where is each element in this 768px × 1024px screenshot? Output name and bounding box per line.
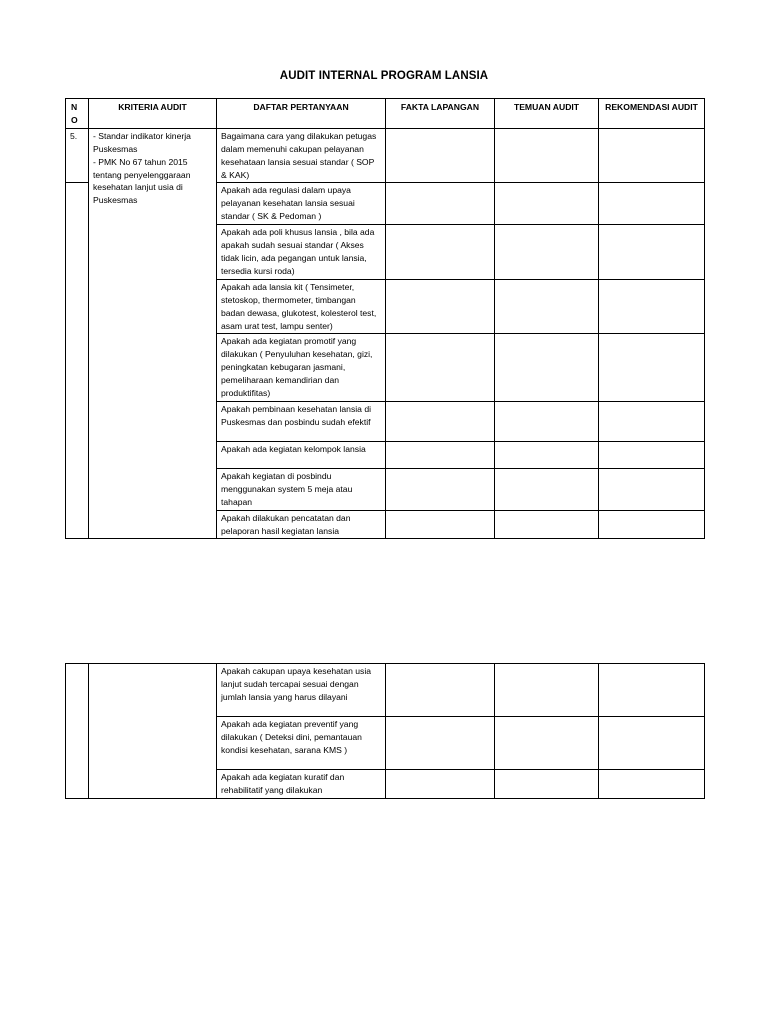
- row-number: 5.: [66, 128, 89, 183]
- question-cell: Apakah ada kegiatan kuratif dan rehabilitatif yang dilakukan: [217, 770, 386, 799]
- temuan-cell: [495, 510, 599, 539]
- question-cell: Apakah ada regulasi dalam upaya pelayanan kesehatan lansia sesuai standar ( SK & Pedoman ): [217, 183, 386, 225]
- temuan-cell: [495, 128, 599, 183]
- question-cell: Apakah ada kegiatan promotif yang dilakukan ( Penyuluhan kesehatan, gizi, peningkatan kebugaran jasmani, pemeliharaan kemandirian dan produktifitas): [217, 334, 386, 402]
- question-cell: Apakah cakupan upaya kesehatan usia lanjut sudah tercapai sesuai dengan jumlah lansia yang harus dilayani: [217, 664, 386, 717]
- temuan-cell: [495, 770, 599, 799]
- temuan-cell: [495, 334, 599, 402]
- question-cell: Apakah pembinaan kesehatan lansia di Puskesmas dan posbindu sudah efektif: [217, 401, 386, 441]
- rekomendasi-cell: [599, 183, 705, 225]
- question-cell: Apakah ada poli khusus lansia , bila ada apakah sudah sesuai standar ( Akses tidak licin, ada pegangan untuk lansia, tersedia kursi roda): [217, 225, 386, 280]
- temuan-cell: [495, 664, 599, 717]
- temuan-cell: [495, 441, 599, 468]
- question-cell: Bagaimana cara yang dilakukan petugas dalam memenuhi cakupan pelayanan kesehataan lansia sesuai standar ( SOP & KAK): [217, 128, 386, 183]
- question-cell: Apakah ada kegiatan preventif yang dilakukan ( Deteksi dini, pemantauan kondisi kesehatan, sarana KMS ): [217, 717, 386, 770]
- fakta-cell: [386, 128, 495, 183]
- fakta-cell: [386, 334, 495, 402]
- kriteria-text: - Standar indikator kinerja Puskesmas - PMK No 67 tahun 2015 tentang penyelenggaraan kesehatan lanjut usia di Puskesmas: [93, 130, 191, 206]
- fakta-cell: [386, 770, 495, 799]
- header-kriteria: KRITERIA AUDIT: [89, 99, 217, 129]
- audit-table: [65, 98, 705, 539]
- fakta-cell: [386, 183, 495, 225]
- fakta-cell: [386, 441, 495, 468]
- rekomendasi-cell: [599, 225, 705, 280]
- header-rekomendasi: REKOMENDASI AUDIT: [599, 99, 705, 129]
- rekomendasi-cell: [599, 770, 705, 799]
- fakta-cell: [386, 225, 495, 280]
- fakta-cell: [386, 510, 495, 539]
- kriteria-cell: [89, 128, 217, 539]
- fakta-cell: [386, 401, 495, 441]
- header-daftar: DAFTAR PERTANYAAN: [217, 99, 386, 129]
- rekomendasi-cell: [599, 334, 705, 402]
- no-cell-empty: [66, 183, 89, 539]
- header-fakta: FAKTA LAPANGAN: [386, 99, 495, 129]
- fakta-cell: [386, 717, 495, 770]
- rekomendasi-cell: [599, 510, 705, 539]
- temuan-cell: [495, 717, 599, 770]
- table-row: [66, 128, 705, 183]
- header-temuan: TEMUAN AUDIT: [495, 99, 599, 129]
- rekomendasi-cell: [599, 664, 705, 717]
- question-cell: Apakah dilakukan pencatatan dan pelaporan hasil kegiatan lansia: [217, 510, 386, 539]
- no-cell-empty: [66, 664, 89, 799]
- rekomendasi-cell: [599, 468, 705, 510]
- rekomendasi-cell: [599, 717, 705, 770]
- question-cell: Apakah ada lansia kit ( Tensimeter, stetoskop, thermometer, timbangan badan dewasa, glukotest, kolesterol test, asam urat test, lampu senter): [217, 279, 386, 334]
- question-cell: Apakah ada kegiatan kelompok lansia: [217, 441, 386, 468]
- temuan-cell: [495, 183, 599, 225]
- temuan-cell: [495, 468, 599, 510]
- rekomendasi-cell: [599, 401, 705, 441]
- rekomendasi-cell: [599, 279, 705, 334]
- table-row: [66, 664, 705, 717]
- temuan-cell: [495, 225, 599, 280]
- audit-table-continued: [65, 663, 705, 799]
- rekomendasi-cell: [599, 128, 705, 183]
- fakta-cell: [386, 664, 495, 717]
- fakta-cell: [386, 279, 495, 334]
- rekomendasi-cell: [599, 441, 705, 468]
- table-header-row: [66, 99, 705, 129]
- header-no: N O: [66, 99, 89, 129]
- temuan-cell: [495, 279, 599, 334]
- temuan-cell: [495, 401, 599, 441]
- question-cell: Apakah kegiatan di posbindu menggunakan system 5 meja atau tahapan: [217, 468, 386, 510]
- document-title: AUDIT INTERNAL PROGRAM LANSIA: [279, 70, 489, 82]
- kriteria-cell-empty: [89, 664, 217, 799]
- fakta-cell: [386, 468, 495, 510]
